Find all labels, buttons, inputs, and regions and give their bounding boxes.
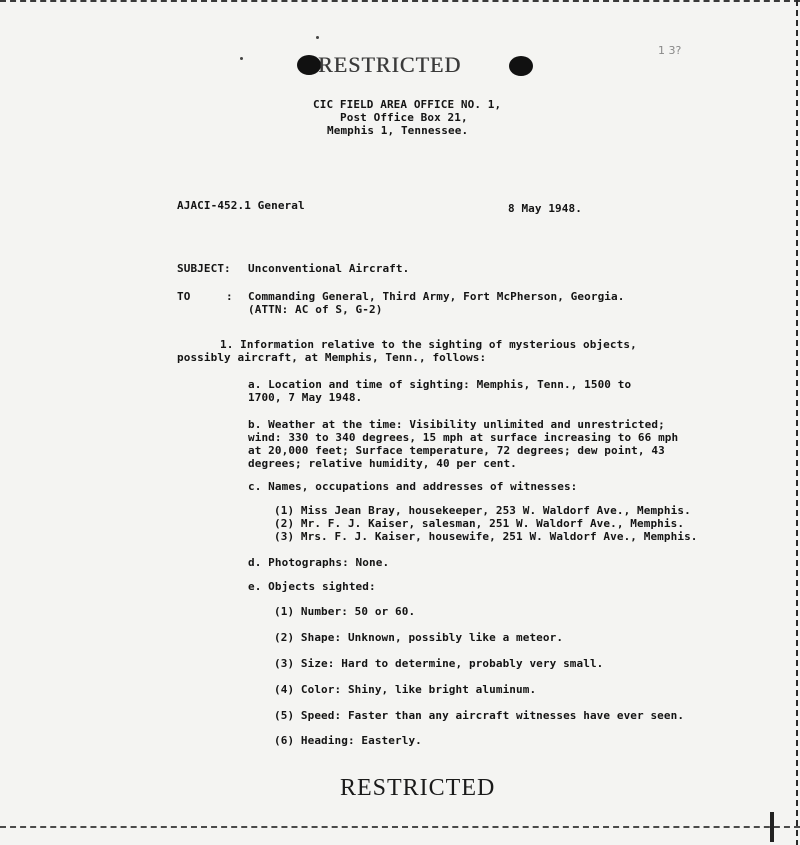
paragraph-1-line-2: possibly aircraft, at Memphis, Tenn., follows: <box>177 351 487 364</box>
margin-handwriting: 1 3? <box>658 44 682 57</box>
witness-3: (3) Mrs. F. J. Kaiser, housewife, 251 W. Waldorf Ave., Memphis. <box>274 530 698 543</box>
subject-label: SUBJECT: <box>177 262 231 275</box>
header-city: Memphis 1, Tennessee. <box>327 124 469 137</box>
item-a-line-2: 1700, 7 May 1948. <box>248 391 363 404</box>
classification-stamp-top: RESTRICTED <box>318 52 462 77</box>
reference-number: AJACI-452.1 General <box>177 199 305 212</box>
item-e-heading: e. Objects sighted: <box>248 580 376 593</box>
item-b-line-3: at 20,000 feet; Surface temperature, 72 degrees; dew point, 43 <box>248 444 665 457</box>
scan-border-top <box>0 0 800 6</box>
object-heading: (6) Heading: Easterly. <box>274 734 422 747</box>
to-label: TO <box>177 290 191 303</box>
header-po-box: Post Office Box 21, <box>340 111 468 124</box>
item-d-photographs: d. Photographs: None. <box>248 556 390 569</box>
paragraph-1-line-1: 1. Information relative to the sighting of mysterious objects, <box>220 338 637 351</box>
object-speed: (5) Speed: Faster than any aircraft witnesses have ever seen. <box>274 709 685 722</box>
item-a-line-1: a. Location and time of sighting: Memphis, Tenn., 1500 to <box>248 378 632 391</box>
item-b-line-4: degrees; relative humidity, 40 per cent. <box>248 457 517 470</box>
object-shape: (2) Shape: Unknown, possibly like a meteor. <box>274 631 564 644</box>
redaction-blot-right <box>509 56 533 76</box>
item-c-heading: c. Names, occupations and addresses of witnesses: <box>248 480 578 493</box>
scan-border-bottom <box>0 826 800 831</box>
scan-artifact-mark <box>770 812 774 842</box>
scan-speck <box>316 36 319 39</box>
item-b-line-2: wind: 330 to 340 degrees, 15 mph at surface increasing to 66 mph <box>248 431 679 444</box>
classification-stamp-bottom: RESTRICTED <box>340 775 496 801</box>
witness-1: (1) Miss Jean Bray, housekeeper, 253 W. Waldorf Ave., Memphis. <box>274 504 691 517</box>
object-color: (4) Color: Shiny, like bright aluminum. <box>274 683 537 696</box>
witness-2: (2) Mr. F. J. Kaiser, salesman, 251 W. Waldorf Ave., Memphis. <box>274 517 685 530</box>
to-attention: (ATTN: AC of S, G-2) <box>248 303 383 316</box>
scan-border-right <box>796 0 798 845</box>
to-addressee: Commanding General, Third Army, Fort McPherson, Georgia. <box>248 290 625 303</box>
item-b-line-1: b. Weather at the time: Visibility unlimited and unrestricted; <box>248 418 665 431</box>
object-number: (1) Number: 50 or 60. <box>274 605 416 618</box>
scan-speck <box>240 57 243 60</box>
object-size: (3) Size: Hard to determine, probably very small. <box>274 657 604 670</box>
subject-text: Unconventional Aircraft. <box>248 262 410 275</box>
to-colon: : <box>226 290 233 303</box>
header-office: CIC FIELD AREA OFFICE NO. 1, <box>313 98 502 111</box>
document-date: 8 May 1948. <box>508 202 582 215</box>
